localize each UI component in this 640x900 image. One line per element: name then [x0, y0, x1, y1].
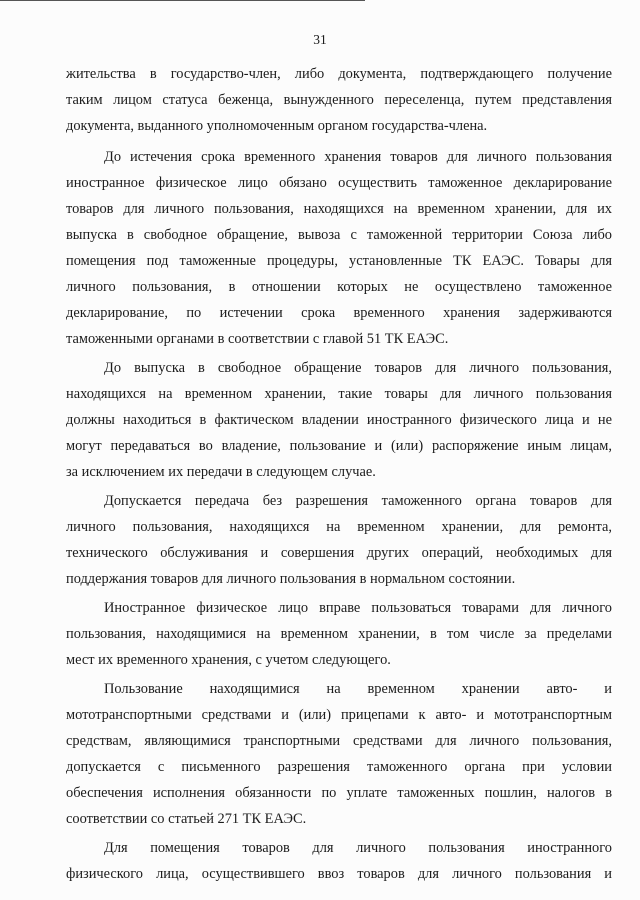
text-line: декларирование, по истечении срока временного хранения задерживаются [66, 305, 612, 321]
text-line: обеспечения исполнения обязанности по уплате таможенных пошлин, налогов в [66, 785, 612, 801]
text-line: помещения под таможенные процедуры, установленные ТК ЕАЭС. Товары для [66, 253, 612, 269]
text-line: Иностранное физическое лицо вправе пользоваться товарами для личного [104, 600, 612, 616]
text-line: личного пользования, в отношении которых не осуществлено таможенное [66, 279, 612, 295]
text-line: документа, выданного уполномоченным органом государства-члена. [66, 118, 488, 134]
text-line: соответствии со статьей 271 ТК ЕАЭС. [66, 811, 307, 827]
text-line: средствам, являющимися транспортными средствами для личного пользования, [66, 733, 612, 749]
top-rule [0, 0, 365, 1]
text-line: таким лицом статуса беженца, вынужденного переселенца, путем представления [66, 92, 612, 108]
text-line: технического обслуживания и совершения других операций, необходимых для [66, 545, 612, 561]
text-line: жительства в государство-член, либо документа, подтверждающего получение [66, 66, 612, 82]
text-line: личного пользования, находящихся на временном хранении, для ремонта, [66, 519, 612, 535]
text-line: мест их временного хранения, с учетом следующего. [66, 652, 391, 668]
text-line: за исключением их передачи в следующем случае. [66, 464, 376, 480]
text-line: Пользование находящимися на временном хранении авто- и [104, 681, 612, 697]
text-line: иностранное физическое лицо обязано осуществить таможенное декларирование [66, 175, 612, 191]
text-line: Для помещения товаров для личного пользования иностранного [104, 840, 612, 856]
page-number: 31 [313, 32, 327, 47]
text-line: До выпуска в свободное обращение товаров для личного пользования, [104, 360, 612, 376]
text-line: пользования, находящимися на временном хранении, в том числе за пределами [66, 626, 612, 642]
text-line: допускается с письменного разрешения таможенного органа при условии [66, 759, 612, 775]
text-line: находящихся на временном хранении, такие товары для личного пользования [66, 386, 612, 402]
text-line: физического лица, осуществившего ввоз товаров для личного пользования и [66, 866, 612, 882]
text-line: мототранспортными средствами и (или) прицепами к авто- и мототранспортным [66, 707, 612, 723]
text-line: поддержания товаров для личного пользования в нормальном состоянии. [66, 571, 516, 587]
text-line: До истечения срока временного хранения товаров для личного пользования [104, 149, 612, 165]
text-line: могут передаваться во владение, пользование и (или) распоряжение иным лицам, [66, 438, 612, 454]
text-line: Допускается передача без разрешения таможенного органа товаров для [104, 493, 612, 509]
text-line: товаров для личного пользования, находящихся на временном хранении, для их [66, 201, 612, 217]
text-line: таможенными органами в соответствии с главой 51 ТК ЕАЭС. [66, 331, 449, 347]
text-line: выпуска в свободное обращение, вывоза с таможенной территории Союза либо [66, 227, 612, 243]
text-line: должны находиться в фактическом владении иностранного физического лица и не [66, 412, 612, 428]
